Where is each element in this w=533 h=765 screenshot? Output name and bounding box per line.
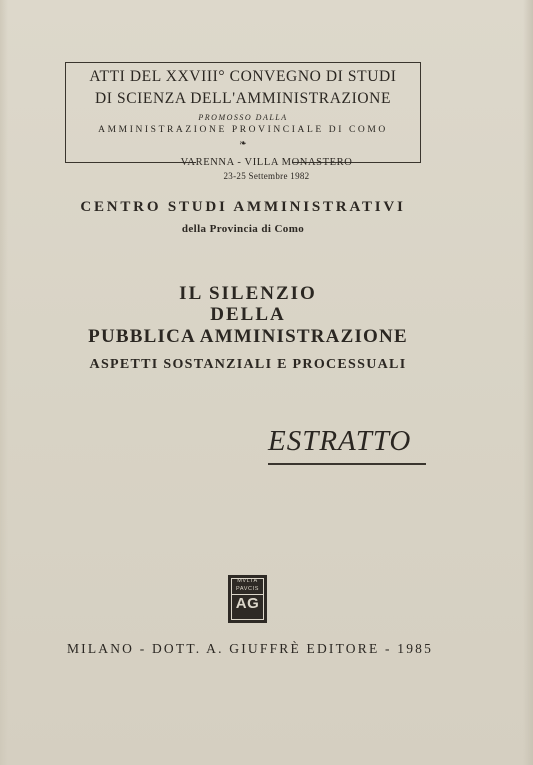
publisher-logo: [228, 575, 267, 623]
centro-name: CENTRO STUDI AMMINISTRATIVI: [80, 199, 406, 215]
conference-header-box: [65, 62, 421, 163]
organizer-name: AMMINISTRAZIONE PROVINCIALE DI COMO: [98, 125, 388, 135]
centro-province: della Provincia di Como: [181, 223, 305, 235]
paper-edge-right: [523, 0, 533, 765]
conference-title-line-2: DI SCIENZA DELL'AMMINISTRAZIONE: [94, 90, 392, 107]
publisher-imprint: MILANO - DOTT. A. GIUFFRÈ EDITORE - 1985: [66, 641, 434, 656]
logo-initials: AG: [235, 595, 260, 612]
venue-dates: 23-25 Settembre 1982: [223, 171, 310, 181]
venue-place: VARENNA - VILLA MONASTERO: [180, 157, 353, 168]
estratto-underline: [268, 463, 426, 465]
title-line-1: IL SILENZIO: [179, 283, 317, 304]
title-line-2: DELLA: [210, 304, 286, 325]
ornament-icon: ❧: [239, 138, 247, 148]
promoted-by-label: PROMOSSO DALLA: [198, 113, 288, 122]
conference-title-line-1: ATTI DEL XXVIII° CONVEGNO DI STUDI: [89, 68, 397, 85]
title-line-3: PUBBLICA AMMINISTRAZIONE: [88, 326, 408, 347]
estratto-label: ESTRATTO: [268, 425, 412, 457]
logo-word-2: PAVCIS: [236, 586, 259, 592]
subtitle: ASPETTI SOSTANZIALI E PROCESSUALI: [89, 357, 407, 372]
logo-word-1: MVLTA: [237, 578, 258, 584]
